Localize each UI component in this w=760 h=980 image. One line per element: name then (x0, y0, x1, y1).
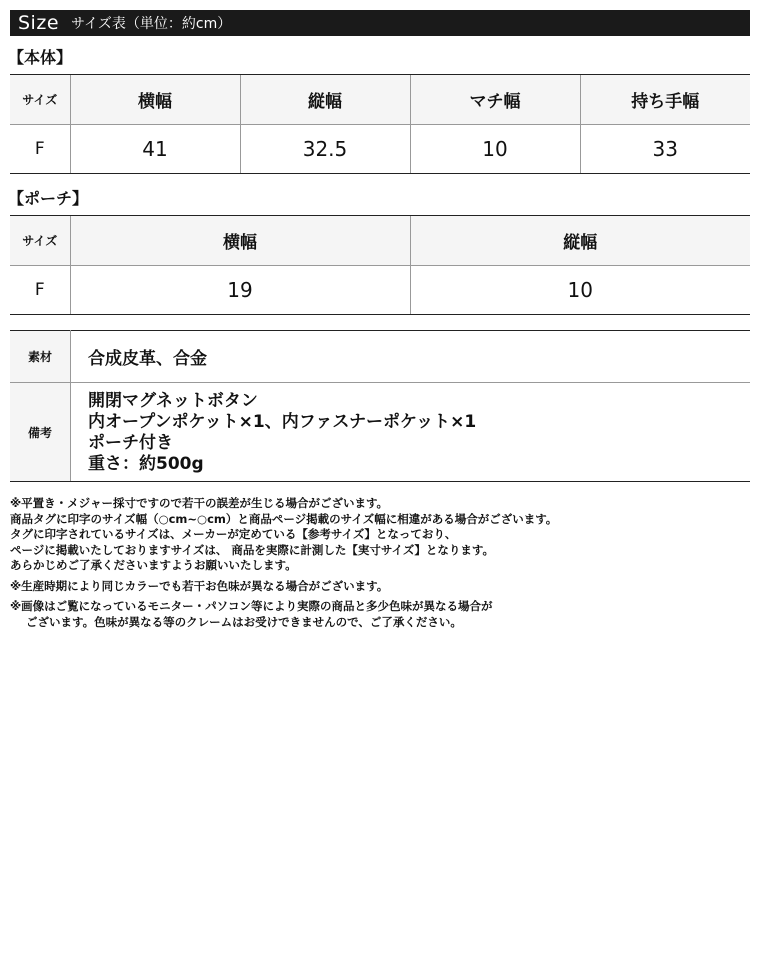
value-handle: 33 (580, 125, 750, 174)
table-header-row (10, 216, 750, 266)
note-line: タグに印字されているサイズは、メーカーが定めている【参考サイズ】となっており、 (10, 527, 457, 541)
size-table-unit: サイズ表（単位：約cm） (71, 16, 232, 32)
remark-line: 内オープンポケット×1、内ファスナーポケット×1 (88, 411, 477, 432)
header-cell-height: 縦幅 (410, 216, 750, 266)
header-cell-size: サイズ (10, 75, 70, 125)
body-section-label: 【本体】 (8, 48, 73, 67)
note-line: ※生産時期により同じカラーでも若干お色味が異なる場合がございます。 (10, 578, 389, 593)
remark-line: ポーチ付き (88, 432, 173, 453)
row-size-label: F (10, 266, 70, 315)
table-row (10, 331, 750, 383)
note-line: あらかじめご了承くださいますようお願いいたします。 (10, 558, 297, 572)
body-size-table (10, 74, 750, 174)
note-line: ※画像はご覧になっているモニター・パソコン等により実際の商品と多少色味が異なる場合が (10, 599, 493, 613)
material-value: 合成皮革、合金 (71, 331, 751, 383)
table-row (10, 125, 750, 174)
value-width: 41 (70, 125, 240, 174)
header-cell-gusset: マチ幅 (410, 75, 580, 125)
remarks-value (71, 383, 751, 482)
table-row (10, 266, 750, 315)
header-cell-size: サイズ (10, 216, 70, 266)
remarks-label: 備考 (10, 383, 71, 482)
disclaimer-notes (10, 496, 750, 630)
header-cell-handle: 持ち手幅 (580, 75, 750, 125)
table-header-row (10, 75, 750, 125)
row-size-label: F (10, 125, 70, 174)
table-row (10, 383, 750, 482)
note-line: ※平置き・メジャー採寸ですので若干の誤差が生じる場合がございます。 (10, 496, 389, 510)
remark-line: 開閉マグネットボタン (88, 390, 258, 411)
size-title: Size (18, 12, 60, 34)
size-header-bar (10, 10, 750, 36)
value-gusset: 10 (410, 125, 580, 174)
note-line: ページに掲載いたしておりますサイズは、 商品を実際に計測した【実寸サイズ】となります。 (10, 542, 495, 557)
note-line: 商品タグに印字のサイズ幅（○cm~○cm）と商品ページ掲載のサイズ幅に相違がある場合がございます。 (10, 511, 558, 526)
remark-line: 重さ：約500g (88, 453, 204, 474)
material-info-table (10, 330, 750, 482)
value-height: 10 (410, 266, 750, 315)
material-label: 素材 (10, 331, 71, 383)
header-cell-height: 縦幅 (240, 75, 410, 125)
value-height: 32.5 (240, 125, 410, 174)
header-cell-width: 横幅 (70, 216, 410, 266)
header-cell-width: 横幅 (70, 75, 240, 125)
value-width: 19 (70, 266, 410, 315)
note-line: ございます。色味が異なる等のクレームはお受けできませんので、ご了承ください。 (26, 614, 462, 629)
pouch-size-table (10, 215, 750, 315)
pouch-section-label: 【ポーチ】 (8, 189, 89, 208)
